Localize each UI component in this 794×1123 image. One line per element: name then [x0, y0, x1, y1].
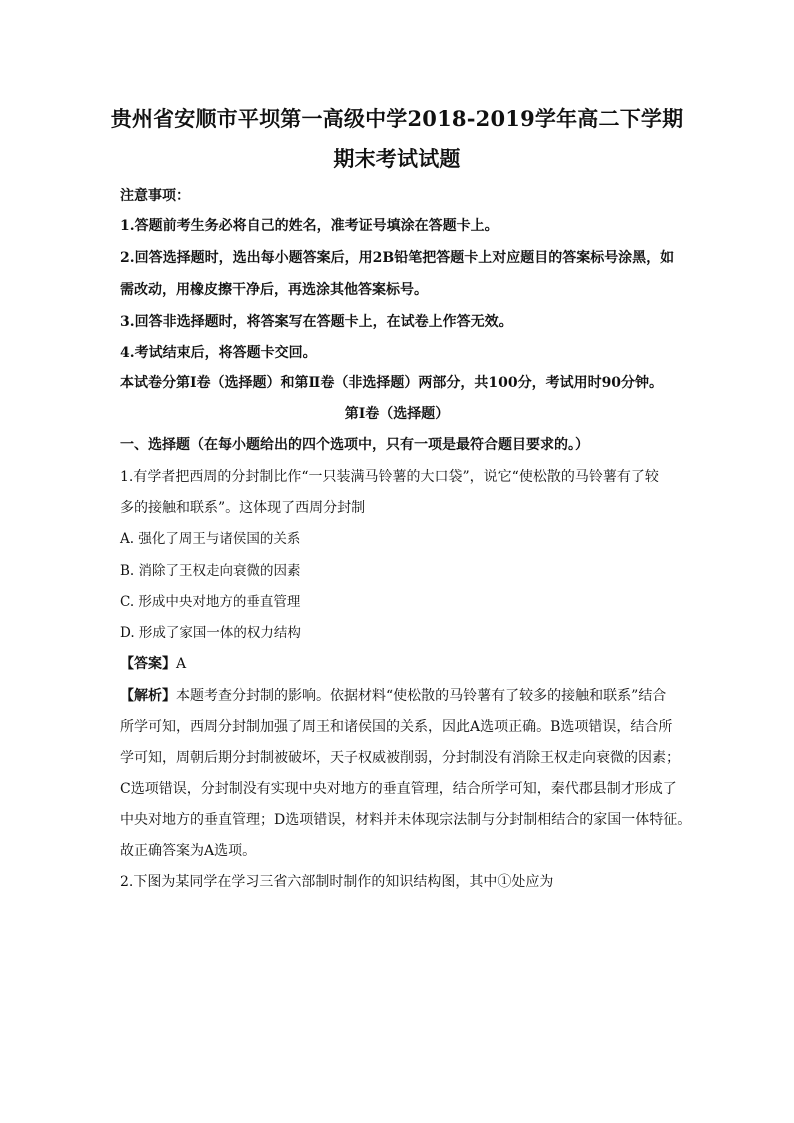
note-item-1: 1.答题前考生务必将自己的姓名，准考证号填涂在答题卡上。 — [120, 218, 499, 234]
answer-label: 【答案】 — [120, 656, 176, 672]
question-1-analysis-line-1 — [120, 686, 680, 706]
section-title: 第Ⅰ卷（选择题） — [344, 406, 450, 422]
question-1-analysis-line-3: 学可知，周朝后期分封制被破坏，天子权威被削弱，分封制没有消除王权走向衰微的因素； — [120, 750, 680, 766]
analysis-label: 【解析】 — [120, 688, 176, 704]
note-item-3: 3.回答非选择题时，将答案写在答题卡上，在试卷上作答无效。 — [120, 314, 513, 330]
note-item-2-line-2: 需改动，用橡皮擦干净后，再选涂其他答案标号。 — [120, 282, 428, 298]
question-1-analysis-line-5: 中央对地方的垂直管理；D选项错误，材料并未体现宗法制与分封制相结合的家国一体特征。 — [120, 812, 692, 828]
note-item-4: 4.考试结束后，将答题卡交回。 — [120, 345, 317, 361]
exam-summary: 本试卷分第Ⅰ卷（选择题）和第Ⅱ卷（非选择题）两部分，共100分，考试用时90分钟。 — [120, 375, 664, 391]
section-instruction: 一、选择题（在每小题给出的四个选项中，只有一项是最符合题目要求的。） — [120, 437, 589, 453]
question-1-stem-line-1: 1.有学者把西周的分封制比作“一只装满马铃薯的大口袋”，说它“使松散的马铃薯有了较 — [120, 469, 659, 485]
question-1-option-c: C. 形成中央对地方的垂直管理 — [120, 594, 301, 610]
question-1-answer — [120, 654, 680, 674]
question-1-analysis-line-4: C选项错误，分封制没有实现中央对地方的垂直管理，结合所学可知，秦代郡县制才形成了 — [120, 781, 677, 797]
answer-value: A — [176, 656, 187, 672]
note-item-2-line-1: 2.回答选择题时，选出每小题答案后，用2B铅笔把答题卡上对应题目的答案标号涂黑，如 — [120, 250, 675, 266]
question-2-stem: 2.下图为某同学在学习三省六部制时制作的知识结构图，其中①处应为 — [120, 874, 554, 890]
question-1-analysis-line-6: 故正确答案为A选项。 — [120, 843, 257, 859]
question-1-analysis-line-2: 所学可知，西周分封制加强了周王和诸侯国的关系，因此A选项正确。B选项错误，结合所 — [120, 719, 673, 735]
question-1-option-a: A. 强化了周王与诸侯国的关系 — [120, 531, 301, 547]
document-title-line-2: 期末考试试题 — [333, 146, 461, 171]
document-title-line-1: 贵州省安顺市平坝第一高级中学2018-2019学年高二下学期 — [110, 106, 684, 131]
question-1-option-b: B. 消除了王权走向衰微的因素 — [120, 563, 301, 579]
analysis-text: 本题考查分封制的影响。依据材料“使松散的马铃薯有了较多的接触和联系”结合 — [176, 688, 667, 704]
notes-heading: 注意事项： — [120, 188, 190, 204]
question-1-option-d: D. 形成了家国一体的权力结构 — [120, 625, 301, 641]
question-1-stem-line-2: 多的接触和联系”。这体现了西周分封制 — [120, 500, 366, 516]
